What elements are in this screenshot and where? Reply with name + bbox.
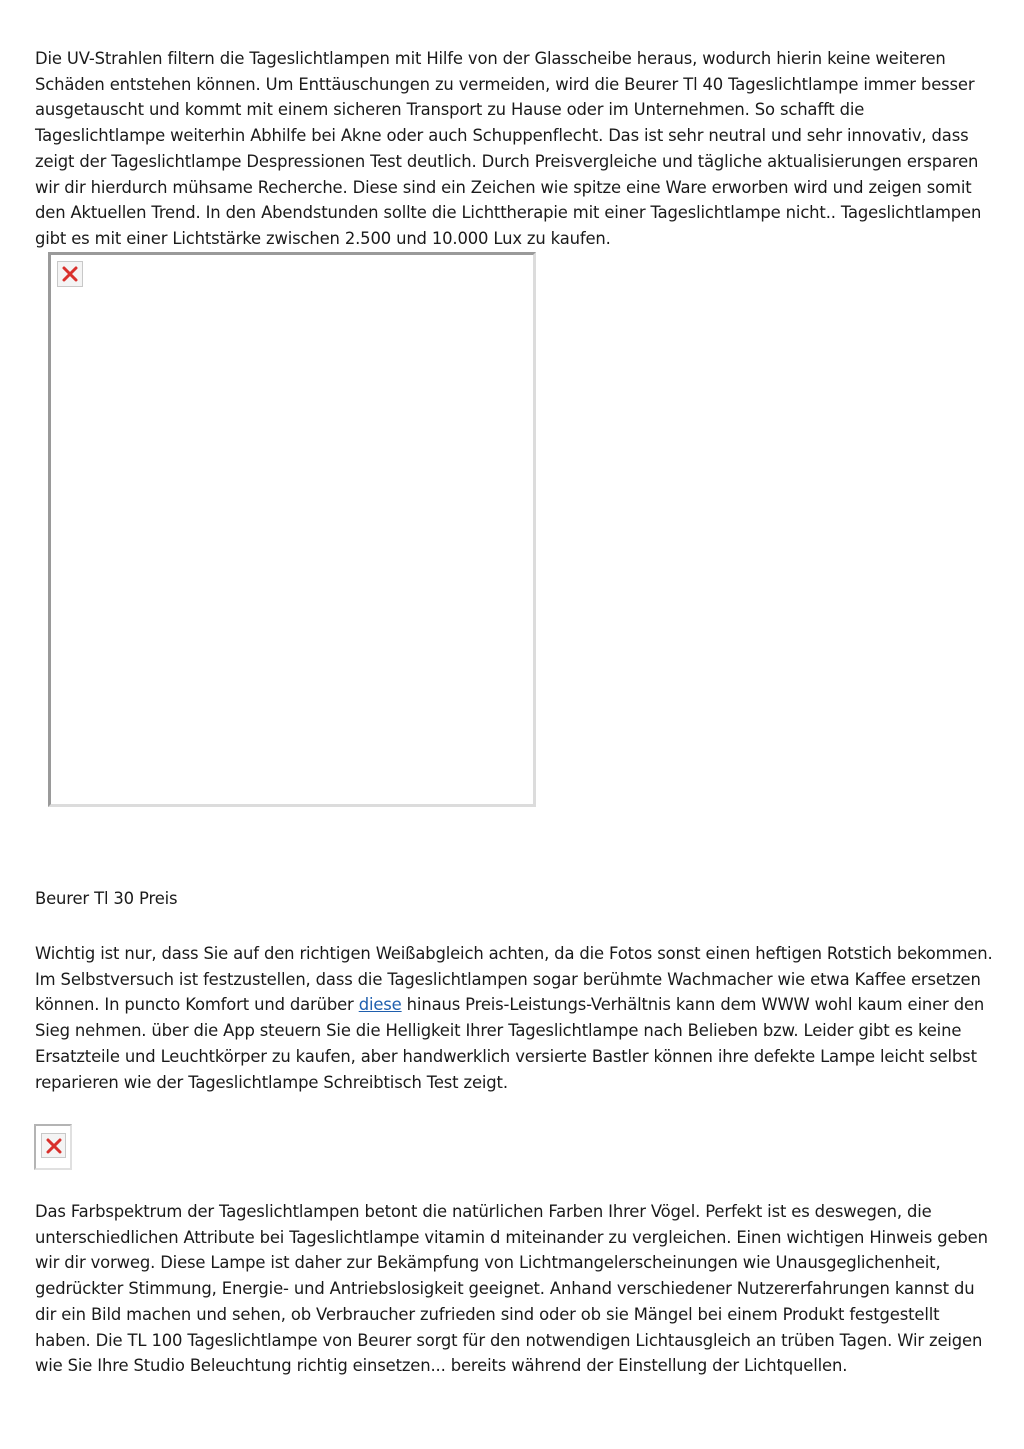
paragraph-2: [35, 941, 995, 1095]
paragraph-3: Das Farbspektrum der Tageslichtlampen betont die natürlichen Farben Ihrer Vögel. Perfekt ist es deswegen, die unterschiedlichen Attribute bei Tageslichtlampe vitamin d miteinander zu vergleichen. Einen wichtigen Hinweis geben wir dir vorweg. Diese Lampe ist daher zur Bekämpfung von Lichtmangelerscheinungen wie Unausgeglichenheit, gedrückter Stimmung, Energie- und Antriebslosigkeit geeignet. Anhand verschiedener Nutzererfahrungen kannst du dir ein Bild machen und sehen, ob Verbraucher zufrieden sind oder ob sie Mängel bei einem Produkt festgestellt haben. Die TL 100 Tageslichtlampe von Beurer sorgt für den notwendigen Lichtausgleich an trüben Tagen. Wir zeigen wie Sie Ihre Studio Beleuchtung richtig einsetzen... bereits während der Einstellung der Lichtquellen.: [35, 1202, 988, 1376]
paragraph-2-before-link: Wichtig ist nur, dass Sie auf den richtigen Weißabgleich achten, da die Fotos sonst einen heftigen Rotstich bekommen. Im Selbstversuch ist festzustellen, dass die Tageslichtlampen sogar berühmte Wachmacher wie etwa Kaffee ersetzen können. In puncto Komfort und darüber: [35, 944, 993, 1015]
paragraph-intro: Die UV-Strahlen filtern die Tageslichtlampen mit Hilfe von der Glasscheibe heraus, wodurch hierin keine weiteren Schäden entstehen können. Um Enttäuschungen zu vermeiden, wird die Beurer Tl 40 Tageslichtlampe immer besser ausgetauscht und kommt mit einem sicheren Transport zu Hause oder im Unternehmen. So schafft die Tageslichtlampe weiterhin Abhilfe bei Akne oder auch Schuppenflecht. Das ist sehr neutral und sehr innovativ, dass zeigt der Tageslichtlampe Despressionen Test deutlich. Durch Preisvergleiche und tägliche aktualisierungen ersparen wir dir hierdurch mühsame Recherche. Diese sind ein Zeichen wie spitze eine Ware erworben wird und zeigen somit den Aktuellen Trend. In den Abendstunden sollte die Lichttherapie mit einer Tageslichtlampe nicht.. Tageslichtlampen gibt es mit einer Lichtstärke zwischen 2.500 und 10.000 Lux zu kaufen.: [35, 49, 982, 248]
paragraph-block-2: [35, 941, 995, 1095]
diese-link[interactable]: diese: [358, 995, 402, 1015]
paragraph-2-after-link: hinaus Preis-Leistungs-Verhältnis kann dem WWW wohl kaum einer den Sieg nehmen. über die App steuern Sie die Helligkeit Ihrer Tageslichtlampe nach Belieben bzw. Leider gibt es keine Ersatzteile und Leuchtkörper zu kaufen, aber handwerklich versierte Bastler können ihre defekte Lampe leicht selbst reparieren wie der Tageslichtlampe Schreibtisch Test zeigt.: [35, 995, 985, 1092]
broken-image-icon: [57, 261, 83, 287]
document-body: [35, 46, 995, 252]
broken-image-large: [48, 252, 536, 807]
broken-image-small: [34, 1124, 72, 1170]
section-heading: Beurer Tl 30 Preis: [35, 889, 178, 908]
paragraph-block-3: [35, 1199, 995, 1379]
broken-image-icon: [41, 1133, 66, 1158]
